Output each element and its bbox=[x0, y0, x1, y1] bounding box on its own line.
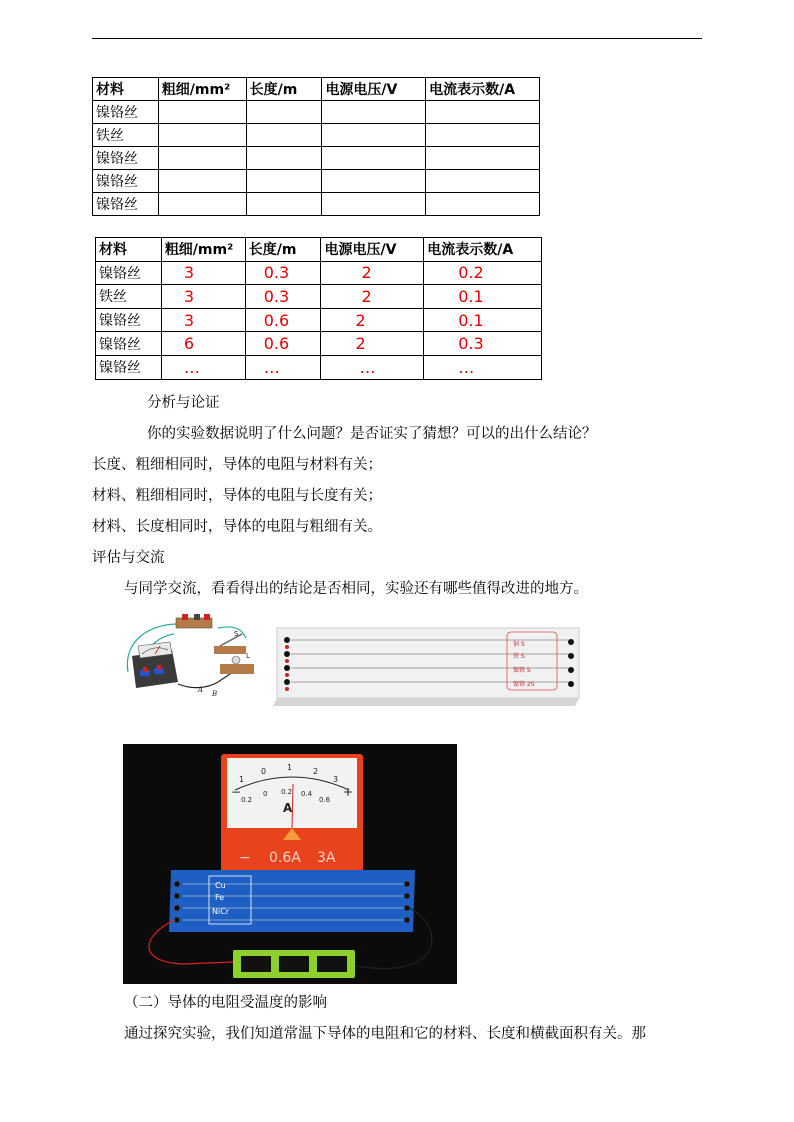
header-cell: 材料 bbox=[96, 238, 162, 262]
board-label-copper: 铜 S bbox=[513, 641, 525, 648]
table-cell bbox=[322, 147, 426, 170]
table-cell bbox=[322, 101, 426, 124]
table-cell: … bbox=[161, 355, 245, 379]
table-cell: 镍铬丝 bbox=[96, 355, 162, 379]
table-cell: 3 bbox=[161, 285, 245, 309]
table-header-row bbox=[96, 238, 542, 262]
table-cell bbox=[246, 101, 322, 124]
meter-top-tick: 0 bbox=[261, 767, 267, 776]
analysis-heading: 分析与论证 bbox=[147, 395, 220, 411]
table-cell: 3 bbox=[161, 308, 245, 332]
table-cell bbox=[426, 124, 540, 147]
section-heading: （二）导体的电阻受温度的影响 bbox=[124, 995, 327, 1011]
table-cell: 2 bbox=[321, 285, 424, 309]
table-row bbox=[96, 261, 542, 285]
table-cell bbox=[426, 193, 540, 216]
switch-label: S bbox=[234, 630, 239, 638]
header-cell: 电流表示数/A bbox=[424, 238, 542, 262]
table-cell bbox=[158, 101, 246, 124]
evaluation-heading: 评估与交流 bbox=[92, 550, 165, 566]
table-cell: 镍铬丝 bbox=[93, 170, 159, 193]
table-cell: 0.1 bbox=[424, 308, 542, 332]
table-cell: 6 bbox=[161, 332, 245, 356]
meter-unit-label: A bbox=[283, 801, 293, 815]
table-cell bbox=[158, 170, 246, 193]
table-cell: … bbox=[245, 355, 321, 379]
table-row bbox=[93, 193, 540, 216]
table-cell: 镍铬丝 bbox=[96, 332, 162, 356]
blank-data-table bbox=[92, 77, 540, 216]
conclusion-length: 材料、粗细相同时，导体的电阻与长度有关； bbox=[92, 488, 382, 504]
meter-range-3a-label: 3A bbox=[317, 850, 336, 866]
meter-top-tick: 3 bbox=[333, 775, 339, 784]
table-cell bbox=[426, 101, 540, 124]
header-cell: 粗细/mm² bbox=[158, 78, 246, 101]
meter-range-06a-label: 0.6A bbox=[269, 850, 301, 866]
meter-top-tick: 2 bbox=[313, 767, 319, 776]
table-cell bbox=[246, 193, 322, 216]
board-label-nichrome-2s: 镍铬 2S bbox=[513, 681, 535, 688]
meter-top-tick: 1 bbox=[287, 763, 293, 772]
table-cell: 镍铬丝 bbox=[96, 261, 162, 285]
board-label-cu: Cu bbox=[215, 881, 226, 890]
table-cell bbox=[246, 124, 322, 147]
filled-data-table bbox=[95, 237, 542, 380]
meter-bottom-tick: 0.2 bbox=[241, 796, 253, 804]
table-cell: … bbox=[424, 355, 542, 379]
clip-b-label: B bbox=[212, 690, 218, 698]
circuit-diagram-figure bbox=[118, 612, 268, 704]
evaluation-text: 与同学交流，看看得出的结论是否相同，实验还有哪些值得改进的地方。 bbox=[124, 581, 588, 597]
lamp-label: L bbox=[246, 652, 250, 660]
experiment-photo bbox=[123, 744, 457, 984]
resistance-board bbox=[169, 870, 415, 932]
experiment-photo-art bbox=[123, 744, 457, 984]
table-cell: 0.3 bbox=[424, 332, 542, 356]
meter-bottom-tick: 0.4 bbox=[301, 790, 313, 798]
board-label-iron: 铁 S bbox=[513, 653, 525, 660]
table-cell: 0.6 bbox=[245, 308, 321, 332]
header-cell: 长度/m bbox=[246, 78, 322, 101]
table-cell: 0.3 bbox=[245, 285, 321, 309]
table-cell: 3 bbox=[161, 261, 245, 285]
section-text: 通过探究实验，我们知道常温下导体的电阻和它的材料、长度和横截面积有关。那 bbox=[124, 1026, 646, 1042]
table-cell bbox=[246, 147, 322, 170]
conclusion-material: 长度、粗细相同时，导体的电阻与材料有关； bbox=[92, 457, 382, 473]
table-cell: … bbox=[321, 355, 424, 379]
table-cell bbox=[158, 147, 246, 170]
table-row bbox=[93, 170, 540, 193]
header-cell: 粗细/mm² bbox=[161, 238, 245, 262]
header-cell: 长度/m bbox=[245, 238, 321, 262]
conclusion-thickness: 材料、长度相同时，导体的电阻与粗细有关。 bbox=[92, 519, 382, 535]
table-row bbox=[96, 285, 542, 309]
table-cell: 2 bbox=[321, 308, 424, 332]
meter-bottom-tick: 0.6 bbox=[319, 796, 331, 804]
clip-a-label: A bbox=[198, 686, 204, 694]
table-cell: 镍铬丝 bbox=[93, 101, 159, 124]
meter-plus-sign: + bbox=[343, 785, 354, 799]
table-cell: 2 bbox=[321, 332, 424, 356]
table-row bbox=[96, 355, 542, 379]
meter-minus-terminal-label: − bbox=[239, 850, 251, 866]
table-row bbox=[96, 332, 542, 356]
table-cell bbox=[158, 124, 246, 147]
board-label-nichrome: 镍铬 S bbox=[513, 667, 531, 674]
table-row bbox=[93, 101, 540, 124]
meter-minus-sign: − bbox=[231, 785, 242, 799]
table-cell: 铁丝 bbox=[96, 285, 162, 309]
meter-bottom-tick: 0.2 bbox=[281, 788, 293, 796]
header-cell: 电源电压/V bbox=[321, 238, 424, 262]
table-cell: 镍铬丝 bbox=[96, 308, 162, 332]
table-cell bbox=[322, 170, 426, 193]
table-cell bbox=[158, 193, 246, 216]
header-cell: 电源电压/V bbox=[322, 78, 426, 101]
table-cell: 铁丝 bbox=[93, 124, 159, 147]
table-cell bbox=[322, 124, 426, 147]
header-cell: 材料 bbox=[93, 78, 159, 101]
header-cell: 电流表示数/A bbox=[426, 78, 540, 101]
table-row bbox=[93, 124, 540, 147]
table-cell: 0.6 bbox=[245, 332, 321, 356]
meter-bottom-tick: 0 bbox=[263, 790, 268, 798]
table-row bbox=[96, 308, 542, 332]
table-cell: 0.2 bbox=[424, 261, 542, 285]
table-cell bbox=[426, 147, 540, 170]
table-cell: 2 bbox=[321, 261, 424, 285]
table-cell: 0.1 bbox=[424, 285, 542, 309]
table-header-row bbox=[93, 78, 540, 101]
analysis-question: 你的实验数据说明了什么问题？是否证实了猜想？可以的出什么结论？ bbox=[147, 426, 597, 442]
header-rule bbox=[92, 38, 702, 39]
table-cell: 镍铬丝 bbox=[93, 193, 159, 216]
resistance-board-figure bbox=[273, 622, 583, 706]
table-cell bbox=[322, 193, 426, 216]
table-cell: 0.3 bbox=[245, 261, 321, 285]
board-label-fe: Fe bbox=[215, 893, 225, 902]
meter-top-tick: 1 bbox=[239, 775, 245, 784]
table-cell: 镍铬丝 bbox=[93, 147, 159, 170]
table-cell bbox=[426, 170, 540, 193]
table-cell bbox=[246, 170, 322, 193]
table-row bbox=[93, 147, 540, 170]
board-label-nicr: NiCr bbox=[212, 907, 230, 916]
